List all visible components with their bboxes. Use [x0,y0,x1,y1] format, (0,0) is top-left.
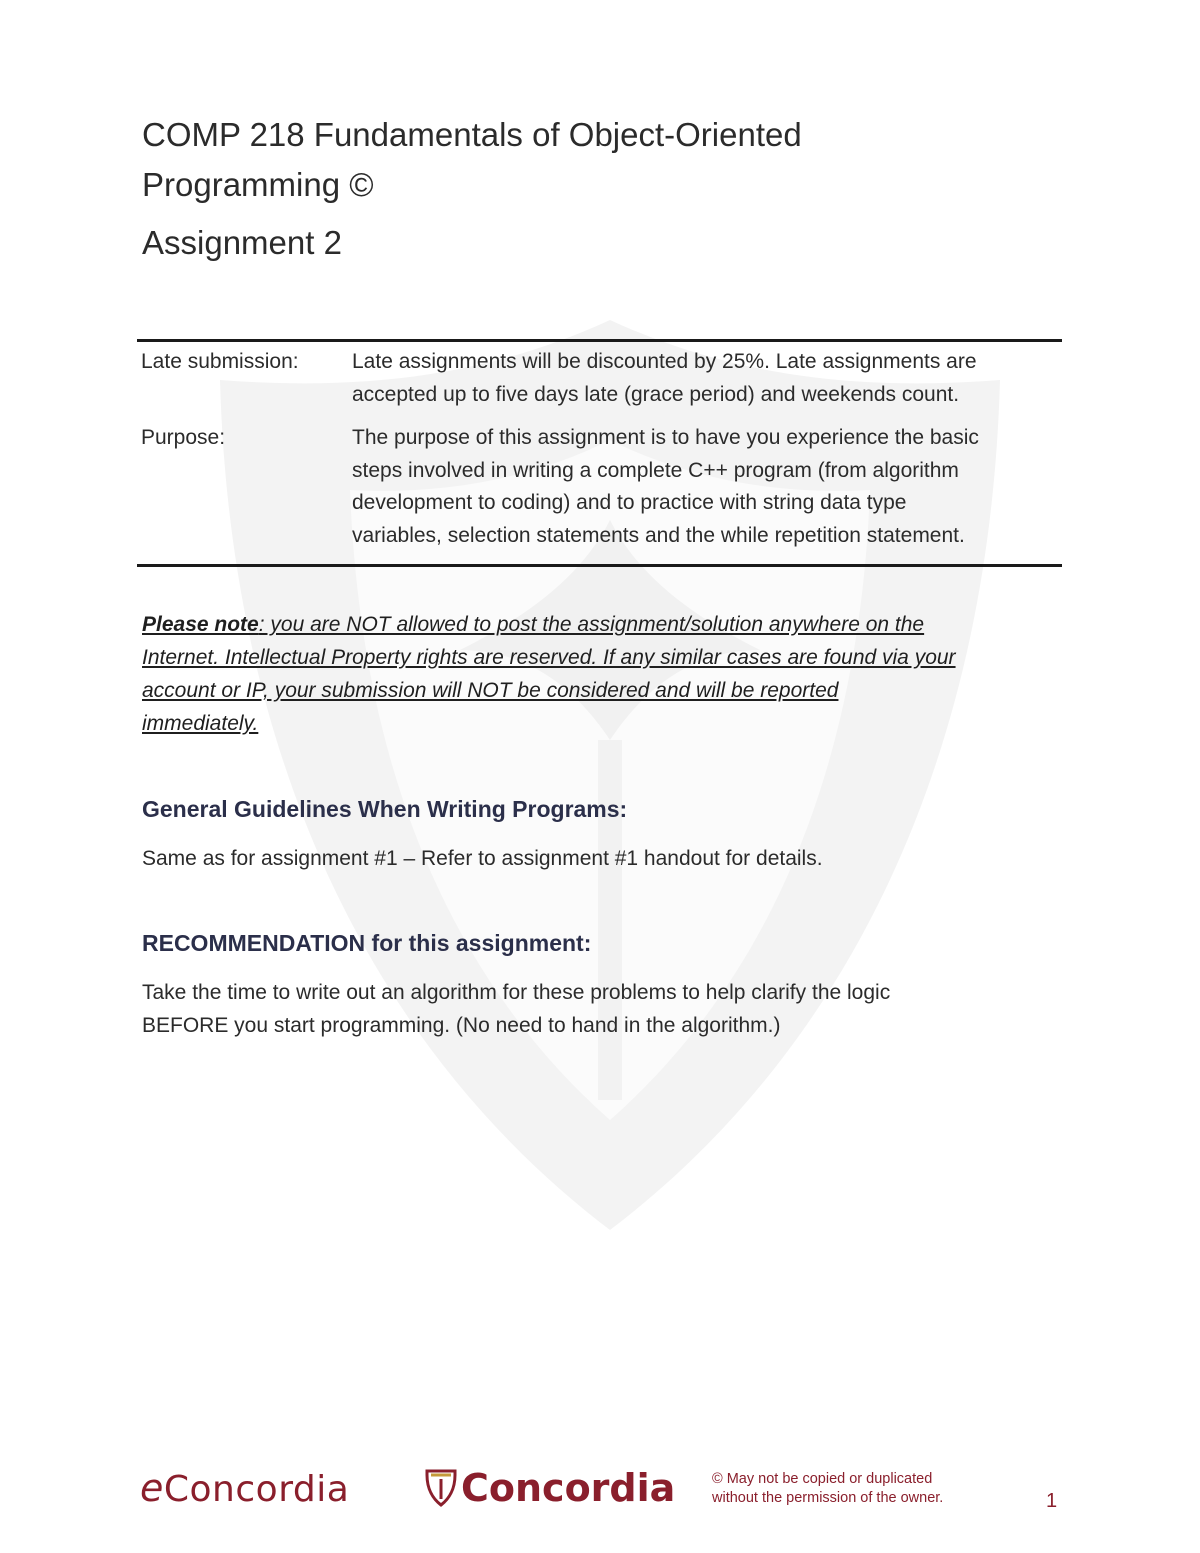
econcordia-logo-text: Concordia [163,1469,350,1510]
ip-notice-line: account or IP, your submission will NOT be considered and will be reported [142,679,839,702]
purpose-value-line: variables, selection statements and the while repetition statement. [352,523,965,547]
ip-notice-line [142,608,1062,641]
page-number: 1 [1046,1490,1058,1512]
recommendation-line: BEFORE you start programming. (No need to hand in the algorithm.) [142,1014,781,1037]
copyright-line: without the permission of the owner. [712,1490,944,1506]
copyright-notice [712,1470,943,1508]
ip-notice-line: immediately. [142,712,259,735]
late-value-line: Late assignments will be discounted by 25%. Late assignments are [352,350,977,373]
guidelines-line: Same as for assignment #1 – Refer to assignment #1 handout for details. [142,847,823,870]
concordia-logo [425,1466,675,1510]
ip-notice-lead: Please note [142,613,259,636]
purpose-value-line: The purpose of this assignment is to have you experience the basic [352,426,979,449]
course-title-line2: Programming © [142,166,374,203]
ip-notice-text: : you are NOT allowed to post the assignment/solution anywhere on the [258,613,925,636]
purpose-value-line: development to coding) and to practice with string data type [352,491,907,514]
econcordia-logo [140,1466,349,1510]
recommendation-text [142,976,1062,1042]
late-value-line: accepted up to five days late (grace period) and weekends count. [352,382,960,406]
recommendation-line: Take the time to write out an algorithm for these problems to help clarify the logic [142,981,891,1004]
econcordia-logo-prefix: e [140,1466,164,1510]
ip-notice [142,608,1062,740]
late-submission-value [352,346,1062,411]
purpose-value [352,422,1062,552]
title-block [142,110,1042,268]
assignment-title: Assignment 2 [142,224,342,261]
recommendation-heading: RECOMMENDATION for this assignment: [142,930,592,956]
copyright-line: © May not be copied or duplicated [712,1471,933,1487]
purpose-label: Purpose: [141,426,226,449]
ip-notice-line: Internet. Intellectual Property rights are reserved. If any similar cases are found via your [142,646,956,669]
concordia-shield-icon [425,1469,457,1507]
purpose-value-line: steps involved in writing a complete C++ program (from algorithm [352,458,959,482]
info-table [137,339,1062,567]
purpose-row [137,422,1062,552]
guidelines-heading: General Guidelines When Writing Programs: [142,796,628,822]
late-submission-label: Late submission: [141,350,299,373]
late-submission-row [137,346,1062,411]
concordia-logo-text: Concordia [461,1466,676,1510]
course-title-line1: COMP 218 Fundamentals of Object-Oriented [142,116,802,153]
guidelines-text [142,842,1062,875]
